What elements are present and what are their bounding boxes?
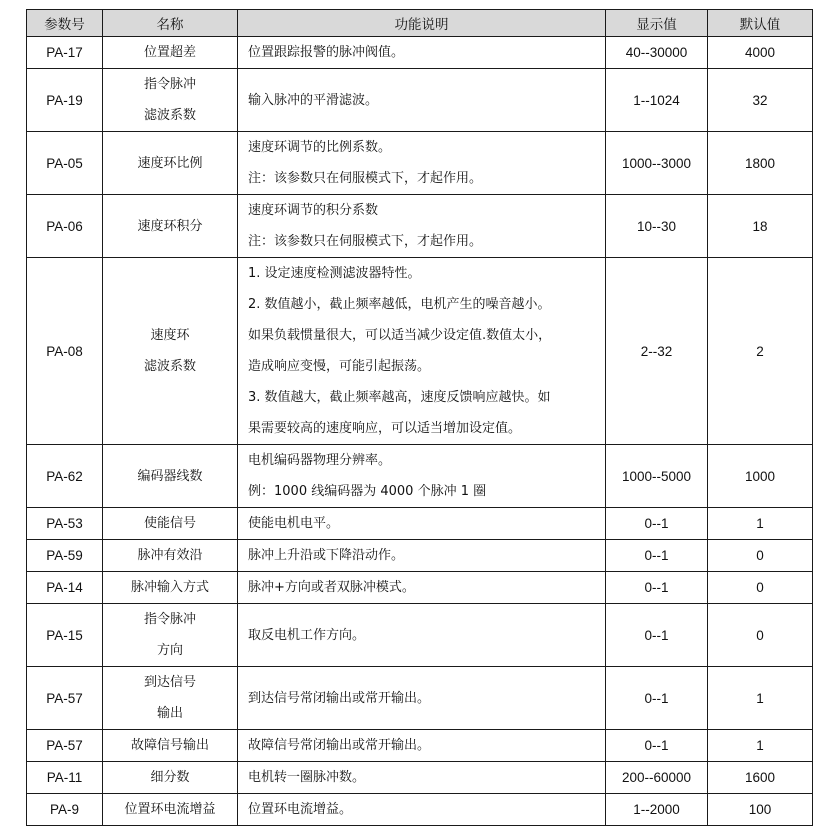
param-range: 0--1 — [606, 540, 708, 572]
param-name-line: 速度环 — [150, 328, 190, 343]
param-code: PA-08 — [27, 258, 103, 445]
param-name-line: 指令脉冲 — [143, 77, 196, 92]
param-name-line: 脉冲有效沿 — [137, 548, 203, 563]
param-name — [103, 604, 238, 667]
param-description-line: 例：1000 线编码器为 4000 个脉冲 1 圈 — [248, 484, 487, 499]
table-row — [27, 667, 813, 730]
param-description-line: 电机编码器物理分辨率。 — [248, 453, 392, 468]
param-default: 0 — [708, 604, 813, 667]
param-description-line: 电机转一圈脉冲数。 — [248, 770, 366, 785]
table-body — [27, 37, 813, 826]
param-description — [238, 195, 606, 258]
param-description-line: 位置环电流增益。 — [248, 802, 353, 817]
param-default: 2 — [708, 258, 813, 445]
param-description-line: 果需要较高的速度响应，可以适当增加设定值。 — [248, 421, 522, 436]
param-range: 0--1 — [606, 508, 708, 540]
param-description-line: 注：该参数只在伺服模式下，才起作用。 — [248, 171, 483, 186]
param-default: 4000 — [708, 37, 813, 69]
param-name-line: 滤波系数 — [143, 108, 196, 123]
param-description-line: 脉冲+方向或者双脉冲模式。 — [248, 580, 415, 595]
param-description-line: 速度环调节的积分系数 — [248, 203, 379, 218]
param-description — [238, 604, 606, 667]
param-code: PA-19 — [27, 69, 103, 132]
param-description-line: 脉冲上升沿或下降沿动作。 — [248, 548, 405, 563]
param-name — [103, 258, 238, 445]
param-code: PA-14 — [27, 572, 103, 604]
table-row — [27, 132, 813, 195]
param-default: 1 — [708, 508, 813, 540]
param-name — [103, 667, 238, 730]
table-row — [27, 508, 813, 540]
table-row — [27, 730, 813, 762]
param-name-line: 使能信号 — [143, 516, 196, 531]
param-code: PA-59 — [27, 540, 103, 572]
param-default: 100 — [708, 794, 813, 826]
param-range: 1--2000 — [606, 794, 708, 826]
param-name — [103, 794, 238, 826]
param-description-line: 如果负载惯量很大，可以适当减少设定值.数值太小， — [248, 328, 552, 343]
header-description: 功能说明 — [238, 10, 606, 37]
param-name-line: 到达信号 — [143, 675, 196, 690]
param-name-line: 速度环积分 — [137, 218, 203, 234]
table-row — [27, 445, 813, 508]
table-row — [27, 195, 813, 258]
param-name — [103, 730, 238, 762]
param-description — [238, 667, 606, 730]
param-range: 1000--3000 — [606, 132, 708, 195]
table-row — [27, 540, 813, 572]
param-default: 1000 — [708, 445, 813, 508]
param-description-line: 取反电机工作方向。 — [248, 627, 366, 643]
table-row — [27, 762, 813, 794]
param-description-line: 故障信号常闭输出或常开输出。 — [248, 738, 431, 753]
param-description — [238, 730, 606, 762]
table-row — [27, 69, 813, 132]
param-name-line: 指令脉冲 — [143, 612, 196, 627]
param-description-line: 注：该参数只在伺服模式下，才起作用。 — [248, 234, 483, 249]
param-default: 1 — [708, 667, 813, 730]
param-name-line: 滤波系数 — [143, 359, 196, 374]
param-range: 0--1 — [606, 572, 708, 604]
param-name — [103, 445, 238, 508]
param-description-line: 位置跟踪报警的脉冲阀值。 — [248, 45, 405, 60]
param-default: 1 — [708, 730, 813, 762]
param-description — [238, 762, 606, 794]
param-code: PA-57 — [27, 667, 103, 730]
table-header-row — [27, 10, 813, 37]
param-code: PA-06 — [27, 195, 103, 258]
table-row — [27, 572, 813, 604]
header-range: 显示值 — [606, 10, 708, 37]
param-range: 0--1 — [606, 604, 708, 667]
param-default: 1800 — [708, 132, 813, 195]
param-range: 1000--5000 — [606, 445, 708, 508]
param-default: 32 — [708, 69, 813, 132]
param-name-line: 速度环比例 — [137, 155, 203, 171]
param-code: PA-11 — [27, 762, 103, 794]
param-name — [103, 572, 238, 604]
param-name — [103, 69, 238, 132]
param-code: PA-17 — [27, 37, 103, 69]
param-name-line: 脉冲输入方式 — [130, 580, 209, 595]
param-default: 0 — [708, 540, 813, 572]
param-name — [103, 195, 238, 258]
param-description-line: 到达信号常闭输出或常开输出。 — [248, 690, 431, 706]
param-description — [238, 132, 606, 195]
header-name: 名称 — [103, 10, 238, 37]
param-description-line: 输入脉冲的平滑滤波。 — [248, 92, 379, 108]
header-default: 默认值 — [708, 10, 813, 37]
param-description — [238, 794, 606, 826]
param-description — [238, 445, 606, 508]
param-description-line: 造成响应变慢，可能引起振荡。 — [248, 359, 431, 374]
param-name-line: 编码器线数 — [137, 468, 203, 484]
table-row — [27, 258, 813, 445]
param-name-line: 细分数 — [150, 770, 190, 785]
param-code: PA-15 — [27, 604, 103, 667]
param-default: 0 — [708, 572, 813, 604]
param-name-line: 方向 — [156, 643, 183, 658]
param-range: 10--30 — [606, 195, 708, 258]
header-code: 参数号 — [27, 10, 103, 37]
param-name-line: 输出 — [156, 706, 183, 721]
table-row — [27, 37, 813, 69]
param-description — [238, 540, 606, 572]
param-name — [103, 37, 238, 69]
param-description-line: 1. 设定速度检测滤波器特性。 — [248, 266, 421, 281]
param-range: 200--60000 — [606, 762, 708, 794]
param-range: 0--1 — [606, 667, 708, 730]
param-name-line: 位置环电流增益 — [124, 802, 216, 817]
param-description-line: 使能电机电平。 — [248, 516, 340, 531]
param-code: PA-05 — [27, 132, 103, 195]
param-default: 1600 — [708, 762, 813, 794]
parameter-table — [26, 9, 813, 826]
table-row — [27, 604, 813, 667]
param-range: 1--1024 — [606, 69, 708, 132]
table-row — [27, 794, 813, 826]
param-description-line: 3. 数值越大，截止频率越高，速度反馈响应越快。如 — [248, 390, 551, 405]
param-default: 18 — [708, 195, 813, 258]
param-description — [238, 37, 606, 69]
param-range: 0--1 — [606, 730, 708, 762]
param-name — [103, 540, 238, 572]
param-description — [238, 508, 606, 540]
param-name-line: 故障信号输出 — [130, 738, 209, 753]
param-description-line: 速度环调节的比例系数。 — [248, 140, 392, 155]
param-description — [238, 69, 606, 132]
param-name-line: 位置超差 — [143, 45, 196, 60]
param-name — [103, 762, 238, 794]
param-range: 40--30000 — [606, 37, 708, 69]
param-name — [103, 132, 238, 195]
param-description-line: 2. 数值越小，截止频率越低，电机产生的噪音越小。 — [248, 297, 551, 312]
param-range: 2--32 — [606, 258, 708, 445]
param-name — [103, 508, 238, 540]
param-description — [238, 258, 606, 445]
param-code: PA-62 — [27, 445, 103, 508]
param-code: PA-9 — [27, 794, 103, 826]
param-code: PA-53 — [27, 508, 103, 540]
param-description — [238, 572, 606, 604]
param-code: PA-57 — [27, 730, 103, 762]
